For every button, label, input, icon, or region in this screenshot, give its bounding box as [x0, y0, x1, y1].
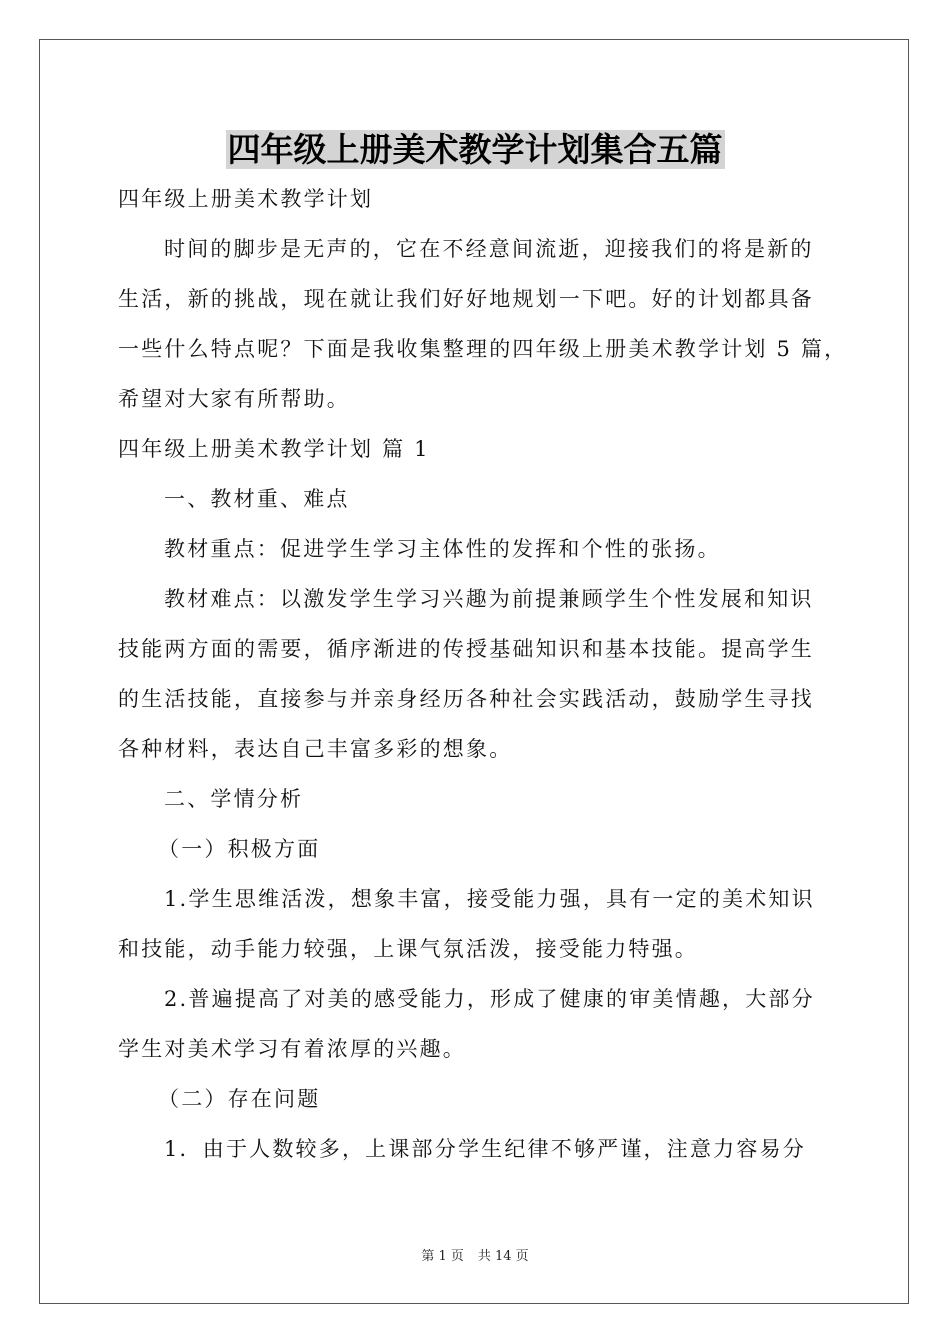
page-number: 第 1 页: [421, 1249, 464, 1264]
subsection-heading: 二、学情分析: [164, 787, 304, 811]
page-frame: [39, 39, 909, 1304]
paragraph-line: 和技能，动手能力较强，上课气氛活泼，接受能力特强。: [118, 937, 698, 961]
page-footer: [0, 1248, 950, 1266]
section-heading: 四年级上册美术教学计划: [118, 187, 374, 211]
paragraph-line: 希望对大家有所帮助。: [118, 387, 350, 411]
subsection-heading: （二）存在问题: [158, 1087, 321, 1111]
paragraph-line: 生活，新的挑战，现在就让我们好好地规划一下吧。好的计划都具备: [118, 287, 814, 311]
paragraph-line: 时间的脚步是无声的，它在不经意间流逝，迎接我们的将是新的: [164, 237, 814, 261]
paragraph-line: 的生活技能，直接参与并亲身经历各种社会实践活动，鼓励学生寻找: [118, 687, 814, 711]
subsection-heading: 一、教材重、难点: [164, 487, 350, 511]
subsection-heading: （一）积极方面: [158, 837, 321, 861]
paragraph-line: 各种材料，表达自己丰富多彩的想象。: [118, 737, 513, 761]
paragraph-line: 教材重点：促进学生学习主体性的发挥和个性的张扬。: [164, 537, 721, 561]
paragraph-line: 1．由于人数较多，上课部分学生纪律不够严谨，注意力容易分: [164, 1137, 806, 1161]
paragraph-line: 一些什么特点呢？下面是我收集整理的四年级上册美术教学计划 5 篇，: [118, 337, 848, 361]
section-heading: 四年级上册美术教学计划 篇 1: [118, 437, 430, 461]
paragraph-line: 技能两方面的需要，循序渐进的传授基础知识和基本技能。提高学生: [118, 637, 814, 661]
paragraph-line: 学生对美术学习有着浓厚的兴趣。: [118, 1037, 466, 1061]
page-total: 共 14 页: [477, 1249, 529, 1264]
paragraph-line: 1.学生思维活泼，想象丰富，接受能力强，具有一定的美术知识: [164, 887, 815, 911]
paragraph-line: 2.普遍提高了对美的感受能力，形成了健康的审美情趣，大部分: [164, 987, 815, 1011]
document-title-text: 四年级上册美术教学计划集合五篇: [227, 130, 723, 169]
document-title: [0, 128, 950, 172]
paragraph-line: 教材难点：以激发学生学习兴趣为前提兼顾学生个性发展和知识: [164, 587, 814, 611]
